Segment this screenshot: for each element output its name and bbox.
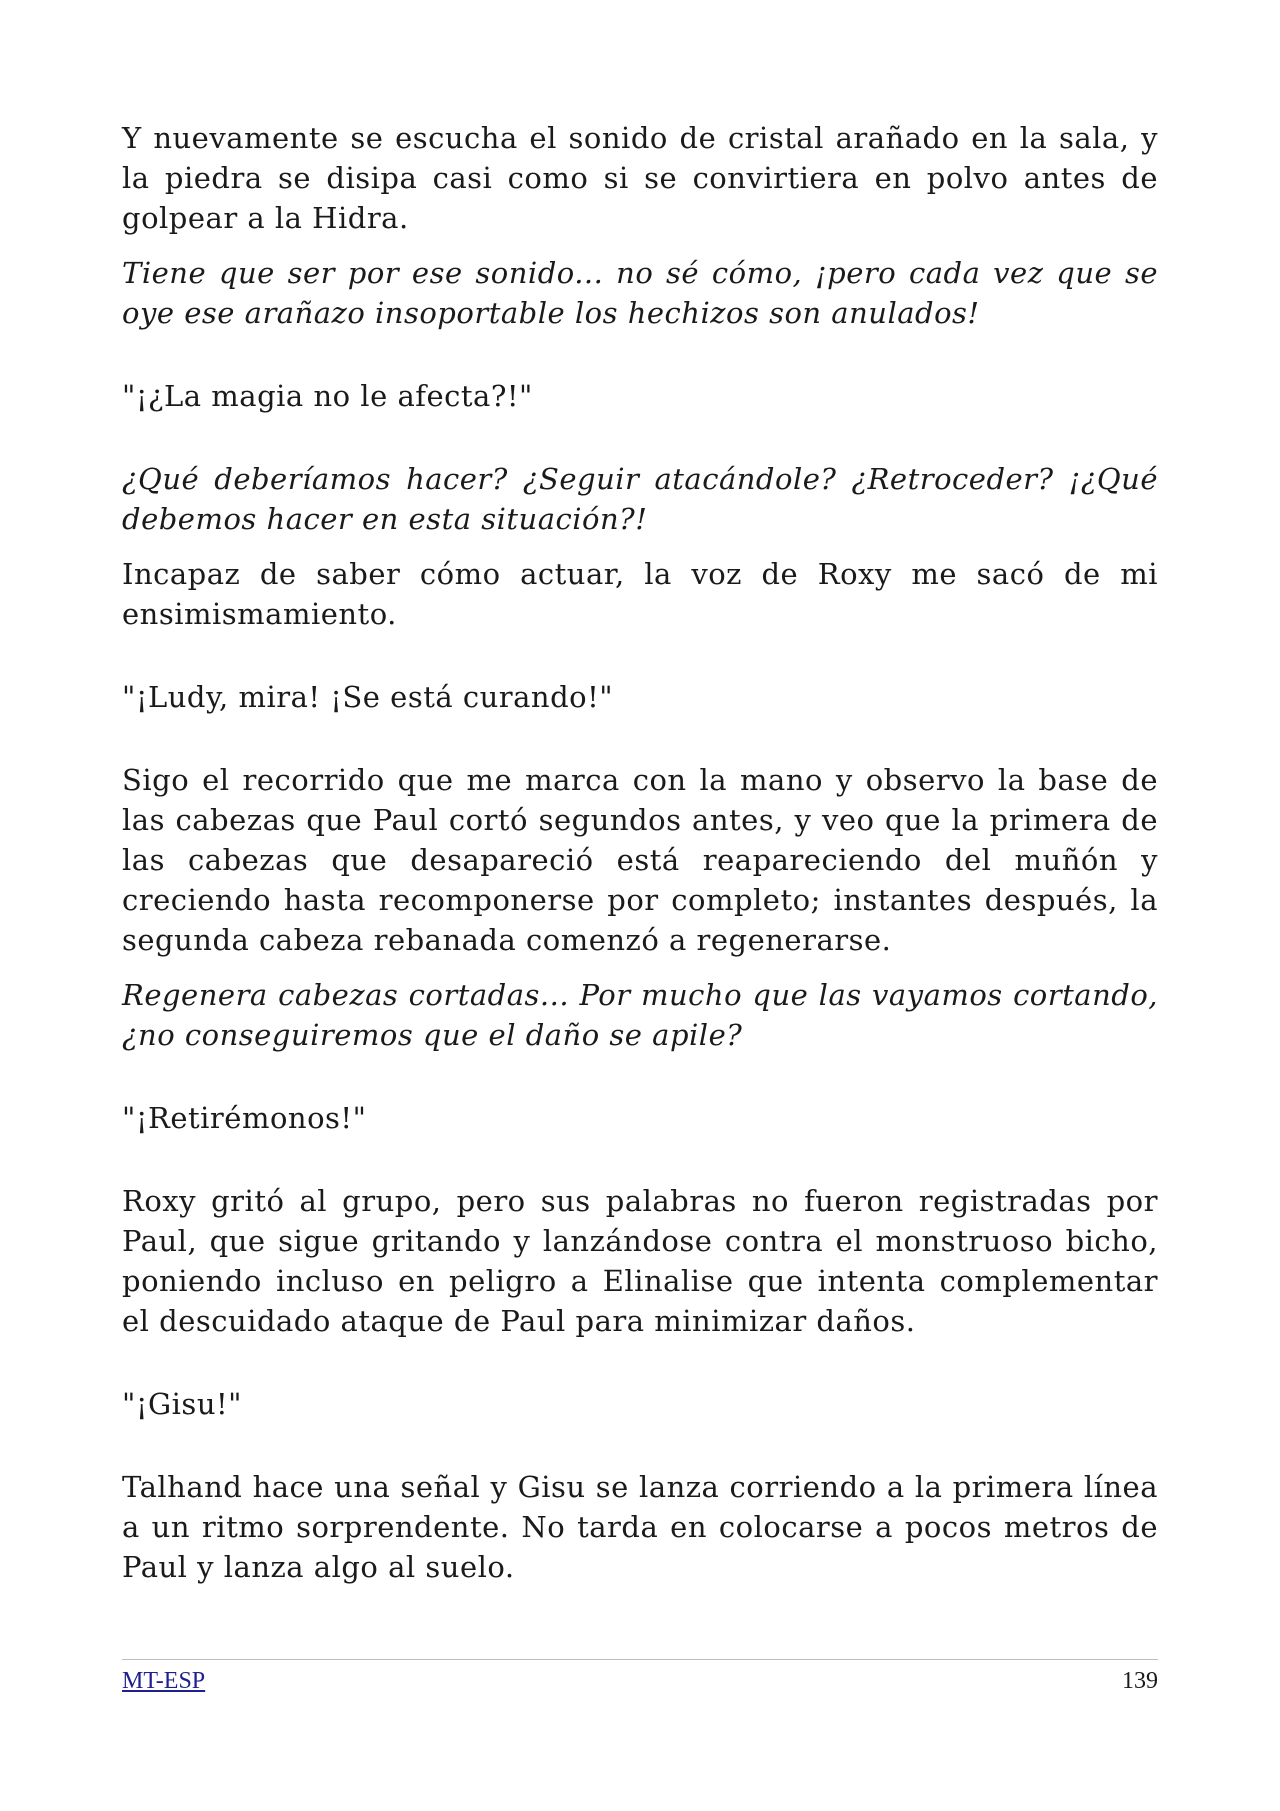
page-footer bbox=[122, 1659, 1158, 1695]
paragraph-12: Talhand hace una señal y Gisu se lanza corriendo a la primera línea a un ritmo sorprendente. No tarda en colocarse a pocos metros de Paul y lanza algo al suelo. bbox=[122, 1470, 1158, 1584]
dialogue-paragraph-9: "¡Retirémonos!" bbox=[122, 1101, 367, 1135]
paragraph-5: Incapaz de saber cómo actuar, la voz de Roxy me sacó de mi ensimismamiento. bbox=[122, 557, 1158, 631]
thought-paragraph-8: Regenera cabezas cortadas... Por mucho que las vayamos cortando, ¿no conseguiremos que el daño se apile? bbox=[122, 978, 1158, 1052]
page-number: 139 bbox=[1122, 1668, 1158, 1694]
footer-link[interactable]: MT-ESP bbox=[122, 1668, 206, 1694]
dialogue-paragraph-6: "¡Ludy, mira! ¡Se está curando!" bbox=[122, 680, 614, 714]
thought-paragraph-4: ¿Qué deberíamos hacer? ¿Seguir atacándole? ¿Retroceder? ¡¿Qué debemos hacer en esta situación?! bbox=[122, 462, 1158, 536]
dialogue-paragraph-11: "¡Gisu!" bbox=[122, 1387, 242, 1421]
thought-paragraph-2: Tiene que ser por ese sonido... no sé cómo, ¡pero cada vez que se oye ese arañazo insoportable los hechizos son anulados! bbox=[122, 256, 1158, 330]
paragraph-7: Sigo el recorrido que me marca con la mano y observo la base de las cabezas que Paul cortó segundos antes, y veo que la primera de las cabezas que desapareció está reapareciendo del muñón y creciendo hasta recomponerse por completo; instantes después, la segunda cabeza rebanada comenzó a regenerarse. bbox=[122, 763, 1158, 957]
page-body bbox=[122, 118, 1158, 1587]
paragraph-10: Roxy gritó al grupo, pero sus palabras no fueron registradas por Paul, que sigue gritando y lanzándose contra el monstruoso bicho, poniendo incluso en peligro a Elinalise que intenta complementar el descuidado ataque de Paul para minimizar daños. bbox=[122, 1184, 1158, 1338]
paragraph-1: Y nuevamente se escucha el sonido de cristal arañado en la sala, y la piedra se disipa casi como si se convirtiera en polvo antes de golpear a la Hidra. bbox=[122, 121, 1158, 235]
dialogue-paragraph-3: "¡¿La magia no le afecta?!" bbox=[122, 379, 533, 413]
